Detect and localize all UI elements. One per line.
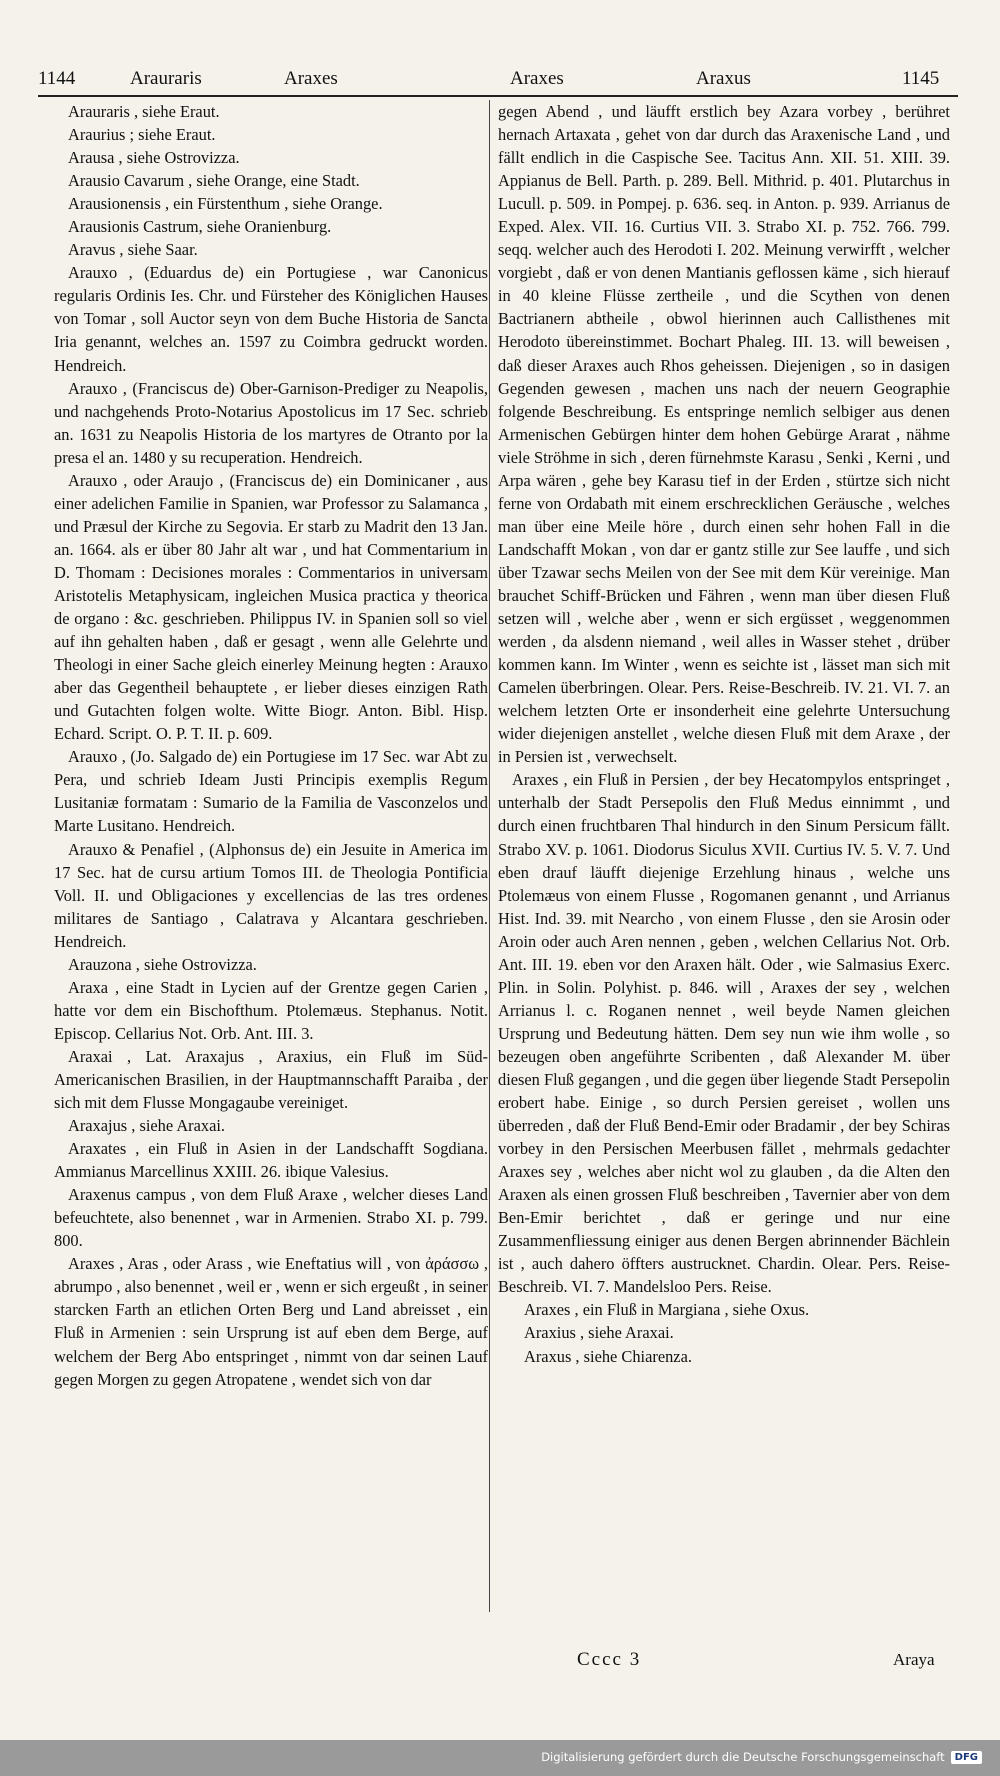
page-number-right: 1145 xyxy=(902,68,940,89)
entry: Araurius ; siehe Eraut. xyxy=(68,125,216,145)
dfg-credit xyxy=(541,1746,982,1768)
entry-continued: gegen Abend , und läufft erstlich bey Azara vorbey , berühret hernach Artaxata , gehet von dar durch das Araxenische Land , und fällt endlich in die Caspische See. Tacitus Ann. XII. 51. XIII. 39. Appianus de Bell. Parth. p. 289. Bell. Mithrid. p. 401. Plutarchus in Lucull. p. 509. in Pompej. p. 636. seq. in Anton. p. 939. Arrianus de Exped. Alex. VII. 16. Curtius VII. 3. Strabo XI. p. 752. 766. 799. seqq. welcher auch des Herodoti I. 202. Meinung verwirfft , welcher vorgiebt , daß er von denen Mantianis geflossen käme , sich hierauf in 40 kleine Flüsse zertheile , und die Scythen von denen Bactrianern abtheile , obwol hierinnen auch Callisthenes mit Herodoto übereinstimmet. Bochart Phaleg. III. 13. will beweisen , daß dieser Araxes auch Rhos geheissen. Diejenigen , so in dasigen Gegenden gewesen , machen uns nach der neuern Geographie folgende Beschreibung. Es entspringe nemlich selbiger aus denen Armenischen Gebürgen hinter dem hohen Gebürge Ararat , nähme viele Ströhme in sich , deren fürnehmste Karasu , Senki , Kerni , und Arpa wären , gehe bey Karasu tief in der Erden , stürtze sich nicht ferne von Ordabath mit einem erschrecklichen Geräusche , welches man über eine Meile höre , durch einen sehr hohen Fall in die Landschafft Mokan , von dar er gantz stille zur See lauffe , und sich über Tzawar sechs Meilen von der See mit dem Kür vereinige. Man brauchet Schiff-Brücken und Fähren , wenn man über diesen Fluß setzen will , welche aber , wenn er sich ergüsset , weggenommen werden , da alsdenn niemand , weil alles in Wasser stehet , drüber kommen kann. Im Winter , wenn es seichte ist , lässet man sich mit Camelen überbringen. Olear. Pers. Reise-Beschreib. IV. 21. VI. 7. an welchem letzten Orte er insonderheit eine gelehrte Untersuchung wider diejenigen anstellet , welche diesen Fluß mit dem Araxe , der in Persien ist , verwechselt. xyxy=(498,102,950,767)
catchword: Araya xyxy=(893,1650,935,1669)
signature-mark: Cccc 3 xyxy=(577,1649,642,1670)
entry: Araxai , Lat. Araxajus , Araxius, ein Fluß im Süd-Americanischen Brasilien, in der Hauptmannschafft Paraiba , der sich mit dem Flusse Mongagaube vereiniget. xyxy=(54,1046,488,1113)
header-word-left-2: Araxes xyxy=(284,68,338,89)
entry: Arauxo , (Franciscus de) Ober-Garnison-Prediger zu Neapolis, und nachgehends Proto-Notarius Apostolicus im 17 Sec. schrieb an. 1631 zu Neapolis Historia de los martyres de Otranto por la presa el an. 1480 y su recuperation. Hendreich. xyxy=(54,378,488,467)
entry: Araxajus , siehe Araxai. xyxy=(68,1116,226,1136)
entry: Arauxo , (Jo. Salgado de) ein Portugiese im 17 Sec. war Abt zu Pera, und schrieb Ideam Justi Principis exemplis Regum Lusitaniæ formatam : Sumario de la Familia de Vasconzelos und Marte Lusitano. Hendreich. xyxy=(54,747,488,836)
entry: Arausa , siehe Ostrovizza. xyxy=(68,148,240,168)
entry: Arausio Cavarum , siehe Orange, eine Stadt. xyxy=(68,171,360,191)
running-head xyxy=(38,68,956,94)
entry: Araxius , siehe Araxai. xyxy=(524,1323,674,1343)
header-word-left: Arauraris xyxy=(130,68,202,89)
entry: Arauraris , siehe Eraut. xyxy=(68,102,220,121)
page-number-left: 1144 xyxy=(38,68,76,89)
entry: Arausionensis , ein Fürstenthum , siehe Orange. xyxy=(68,194,383,214)
right-column xyxy=(498,100,950,1368)
header-word-right: Araxes xyxy=(510,68,564,89)
entry: Aravus , siehe Saar. xyxy=(68,240,198,260)
entry: Araxes , ein Fluß in Persien , der bey Hecatompylos entspringet , unterhalb der Stadt Persepolis den Fluß Medus einnimmt , und durch einen fruchtbaren Thal hindurch in den Sinum Persicum fällt. Strabo XV. p. 1061. Diodorus Siculus XVII. Curtius IV. 5. V. 7. Und eben drauf läufft diejenige Erzehlung hinaus , welche uns Ptolemæus von einem Flusse , Rogomanen genannt , und Arrianus Hist. Ind. 39. mit Nearcho , von einem Flusse , den sie Arosin oder Aroin oder auch Aren nennen , geben , welchen Cellarius Not. Orb. Ant. III. 19. eben vor den Araxen hält. Oder , wie Salmasius Exerc. Plin. in Solin. Polyhist. p. 846. will , Araxes der sey , welchen Arrianus l. c. Roganen nennet , weil beyde Namen gleichen Ursprung und Bedeutung hätten. Dem sey nun wie ihm wolle , so bezeugen oben angeführte Scribenten , daß Alexander M. über diesen Fluß gegangen , und die gegen über liegende Stadt Persepolin erobert habe. Einige , so durch Persien gereiset , wollen uns überreden , daß der Fluß Bend-Emir oder Bradamir , der bey Schiras vorbey in den Persischen Meerbusen fället , mehrmals gedachter Araxes sey , welches aber nicht wol zu glauben , da die Alten den Araxen als einen grossen Fluß beschreiben , Tavernier aber von dem Ben-Emir berichtet , daß er geringe und nur eine Zusammenfliessung einiger aus denen Bergen abrinnender Bächlein ist , auch dahero öffters austrucknet. Chardin. Olear. Pers. Reise-Beschreib. VI. 7. Mandelsloo Pers. Reise. xyxy=(498,770,950,1297)
entry: Araxes , ein Fluß in Margiana , siehe Oxus. xyxy=(524,1300,810,1320)
dfg-logo: DFG xyxy=(951,1751,982,1764)
left-column xyxy=(54,100,488,1391)
entry: Araxes , Aras , oder Arass , wie Eneftatius will , von ἀράσσω , abrumpo , also benennet , weil er , wenn er sich ergeußt , in seiner starcken Farth an etlichen Orten Berg und Land abreisset , ein Fluß in Armenien : sein Ursprung ist auf eben dem Berge, auf welchem der Berg Abo entspringet , nimmt von dar seinen Lauf gegen Morgen zu gegen Atropatene , wendet sich von dar xyxy=(54,1254,488,1389)
header-word-right-2: Araxus xyxy=(696,68,751,89)
entry: Araxa , eine Stadt in Lycien auf der Grentze gegen Carien , hatte vor dem ein Bischofthum. Ptolemæus. Stephanus. Notit. Episcop. Cellarius Not. Orb. Ant. III. 3. xyxy=(54,977,488,1043)
entry: Araxates , ein Fluß in Asien in der Landschafft Sogdiana. Ammianus Marcellinus XXIII. 26. ibique Valesius. xyxy=(54,1139,488,1182)
header-rule xyxy=(38,95,958,97)
credit-text: Digitalisierung gefördert durch die Deutsche Forschungsgemeinschaft xyxy=(541,1750,945,1764)
entry: Araxenus campus , von dem Fluß Araxe , welcher dieses Land befeuchtete, also benennet , war in Armenien. Strabo XI. p. 799. 800. xyxy=(54,1185,488,1251)
entry: Araxus , siehe Chiarenza. xyxy=(524,1346,692,1366)
entry: Arausionis Castrum, siehe Oranienburg. xyxy=(68,217,332,237)
entry: Arauxo & Penafiel , (Alphonsus de) ein Jesuite in America im 17 Sec. hat de cursu artium Tomos III. de Theologia Pontificia Voll. II. und Obligaciones y excellencias de las tres ordenes militares de Santiago , Calatrava y Alcantara geschrieben. Hendreich. xyxy=(54,839,488,951)
entry: Arauzona , siehe Ostrovizza. xyxy=(68,954,257,974)
entry: Arauxo , oder Araujo , (Franciscus de) ein Dominicaner , aus einer adelichen Familie in Spanien, war Professor zu Salamanca , und Præsul der Kirche zu Segovia. Er starb zu Madrit den 13 Jan. an. 1664. als er über 80 Jahr alt war , und hat Commentarium in D. Thomam : Decisiones morales : Commentarios in universam Aristotelis Metaphysicam, ingleichen Musica practica y theorica de organo : &c. geschrieben. Philippus IV. in Spanien soll so viel auf ihn gehalten haben , daß er gesagt , wenn alle Gelehrte und Theologi in einer Sache gleich einerley Meinung hegten : Arauxo aber das Gegentheil behauptete , er lieber dieses einzigen Rath und Gutachten folgen wolte. Witte Biogr. Anton. Bibl. Hisp. Echard. Script. O. P. T. II. p. 609. xyxy=(54,470,488,744)
entry: Arauxo , (Eduardus de) ein Portugiese , war Canonicus regularis Ordinis Ies. Chr. und Fürsteher des Königlichen Hauses von Tomar , soll Auctor seyn von dem Buche Historia de Sancta Iria genannt, welches an. 1597 zu Coimbra gedruckt worden. Hendreich. xyxy=(54,263,488,375)
column-divider xyxy=(489,100,490,1612)
